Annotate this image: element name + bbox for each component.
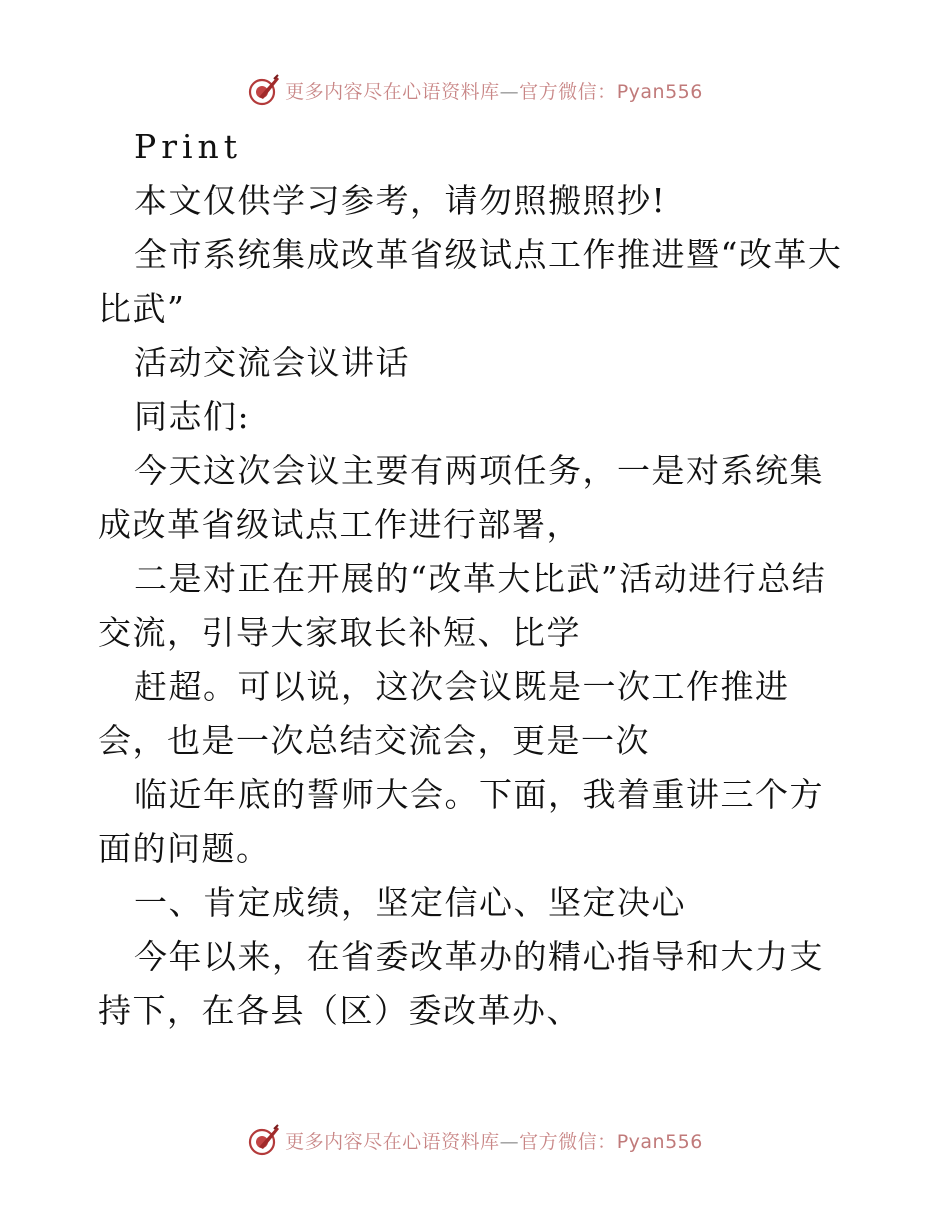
quill-pen-logo-icon	[247, 73, 281, 107]
watermark-contact-label: 官方微信：	[519, 1130, 617, 1153]
watermark-contact-id: Pyan556	[616, 80, 703, 103]
watermark-slogan: 更多内容尽在心语资料库	[285, 80, 500, 103]
document-body	[98, 120, 850, 1038]
quill-pen-logo-icon	[247, 1123, 281, 1157]
paragraph-title-line1: 全市系统集成改革省级试点工作推进暨“改革大比武”	[98, 235, 843, 328]
paragraph-body: 今天这次会议主要有两项任务，一是对系统集成改革省级试点工作进行部署，	[98, 451, 824, 544]
watermark-slogan: 更多内容尽在心语资料库	[285, 1130, 500, 1153]
paragraph-print: Print	[134, 127, 243, 166]
paragraph-body: 临近年底的誓师大会。下面，我着重讲三个方面的问题。	[98, 775, 824, 868]
paragraph-salutation: 同志们:	[134, 397, 251, 436]
watermark-text	[285, 1127, 703, 1154]
header-watermark-banner	[0, 70, 950, 110]
paragraph-body: 今年以来，在省委改革办的精心指导和大力支持下，在各县（区）委改革办、	[98, 937, 824, 1030]
paragraph-disclaimer: 本文仅供学习参考，请勿照搬照抄!	[134, 181, 667, 220]
watermark-contact-label: 官方微信：	[519, 80, 617, 103]
watermark-separator: —	[499, 1130, 520, 1153]
watermark-text	[285, 77, 703, 104]
footer-watermark-banner	[0, 1120, 950, 1160]
section-heading-1: 一、肯定成绩，坚定信心、坚定决心	[134, 883, 686, 922]
paragraph-body: 赶超。可以说，这次会议既是一次工作推进会，也是一次总结交流会，更是一次	[98, 667, 790, 760]
watermark-contact-id: Pyan556	[616, 1130, 703, 1153]
paragraph-title-line2: 活动交流会议讲话	[134, 343, 410, 382]
paragraph-body: 二是对正在开展的“改革大比武”活动进行总结交流，引导大家取长补短、比学	[98, 559, 827, 652]
watermark-separator: —	[499, 80, 520, 103]
